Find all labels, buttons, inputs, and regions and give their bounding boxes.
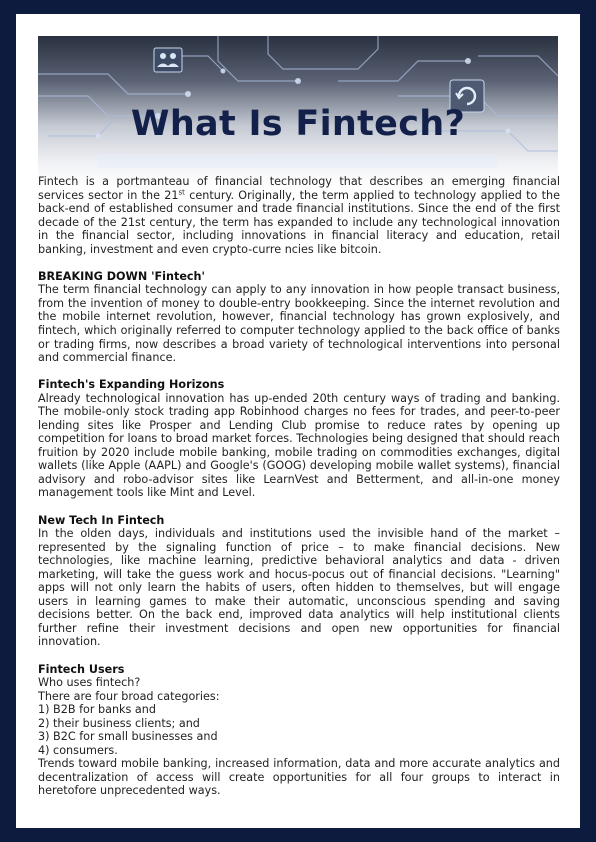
people-icon bbox=[154, 48, 182, 72]
header-banner bbox=[38, 36, 558, 186]
list-item: 1) B2B for banks and bbox=[38, 703, 156, 717]
section-heading-new-tech: New Tech In Fintech bbox=[38, 513, 165, 527]
section-heading-expanding-horizons: Fintech's Expanding Horizons bbox=[38, 378, 225, 392]
users-list bbox=[38, 676, 560, 757]
list-item: 2) their business clients; and bbox=[38, 716, 200, 730]
section-heading-fintech-users: Fintech Users bbox=[38, 662, 125, 676]
list-item: There are four broad categories: bbox=[38, 689, 220, 703]
section-body-expanding-horizons: Already technological innovation has up-ended 20th century ways of trading and banking. The mobile-only stock trading app Robinhood charges no fees for trades, and peer-to-peer lending sites like Prosper and Lending Club promise to reduce rates by opening up competition for loans to broad market forces. Technologies being designed that should reach fruition by 2020 include mobile banking, mobile trading on commodities exchanges, digital wallets (like Apple (AAPL) and Google's (GOOG) developing mobile wallet systems), financial advisory and robo-advisor sites like LearnVest and Betterment, and all-in-one money management tools like Mint and Level. bbox=[38, 391, 560, 500]
section-body-breaking-down: The term financial technology can apply to any innovation in how people transact business, from the invention of money to double-entry bookkeeping. Since the internet revolution and the mobile internet revolution, however, financial technology has grown explosively, and fintech, which originally referred to computer technology applied to the back office of banks or trading firms, now describes a broad variety of technological interventions into personal and commercial finance. bbox=[38, 283, 560, 365]
list-item: Who uses fintech? bbox=[38, 676, 141, 690]
intro-paragraph bbox=[38, 175, 560, 256]
list-item: 3) B2C for small businesses and bbox=[38, 730, 218, 744]
intro-text-start: Fintech is a portmanteau of financial technology that describes an emerging financial services sector in the 21 bbox=[38, 175, 560, 202]
section-heading-breaking-down: BREAKING DOWN 'Fintech' bbox=[38, 269, 205, 283]
intro-text-end: century. Originally, the term applied to technology applied to the back-end of established consumer and trade financial institutions. Since the end of the first decade of the 21st century, the term has expanded to include any technological innovation in the financial sector, including innovations in financial literacy and education, retail banking, investment and even crypto-curre ncies like bitcoin. bbox=[38, 188, 560, 256]
section-body-new-tech: In the olden days, individuals and institutions used the invisible hand of the market – represented by the signaling function of price – to make financial decisions. New technologies, like machine learning, predictive behavioral analytics and data - driven marketing, will take the guess work and hocus-pocus out of financial decisions. "Learning" apps will not only learn the habits of users, often hidden to themselves, but will engage users in learning games to make their automatic, unconscious spending and saving decisions better. On the back end, improved data analytics will help institutional clients further refine their investment decisions and open new opportunities for financial innovation. bbox=[38, 527, 560, 649]
ordinal-suffix: st bbox=[178, 187, 185, 196]
list-item: 4) consumers. bbox=[38, 743, 118, 757]
users-closing-paragraph: Trends toward mobile banking, increased information, data and more accurate analytics and decentralization of access will create opportunities for all four groups to interact in heretofore unprecedented ways. bbox=[38, 757, 560, 798]
article-body bbox=[38, 175, 560, 798]
page-title: What Is Fintech? bbox=[130, 104, 466, 144]
document-page bbox=[16, 14, 580, 828]
